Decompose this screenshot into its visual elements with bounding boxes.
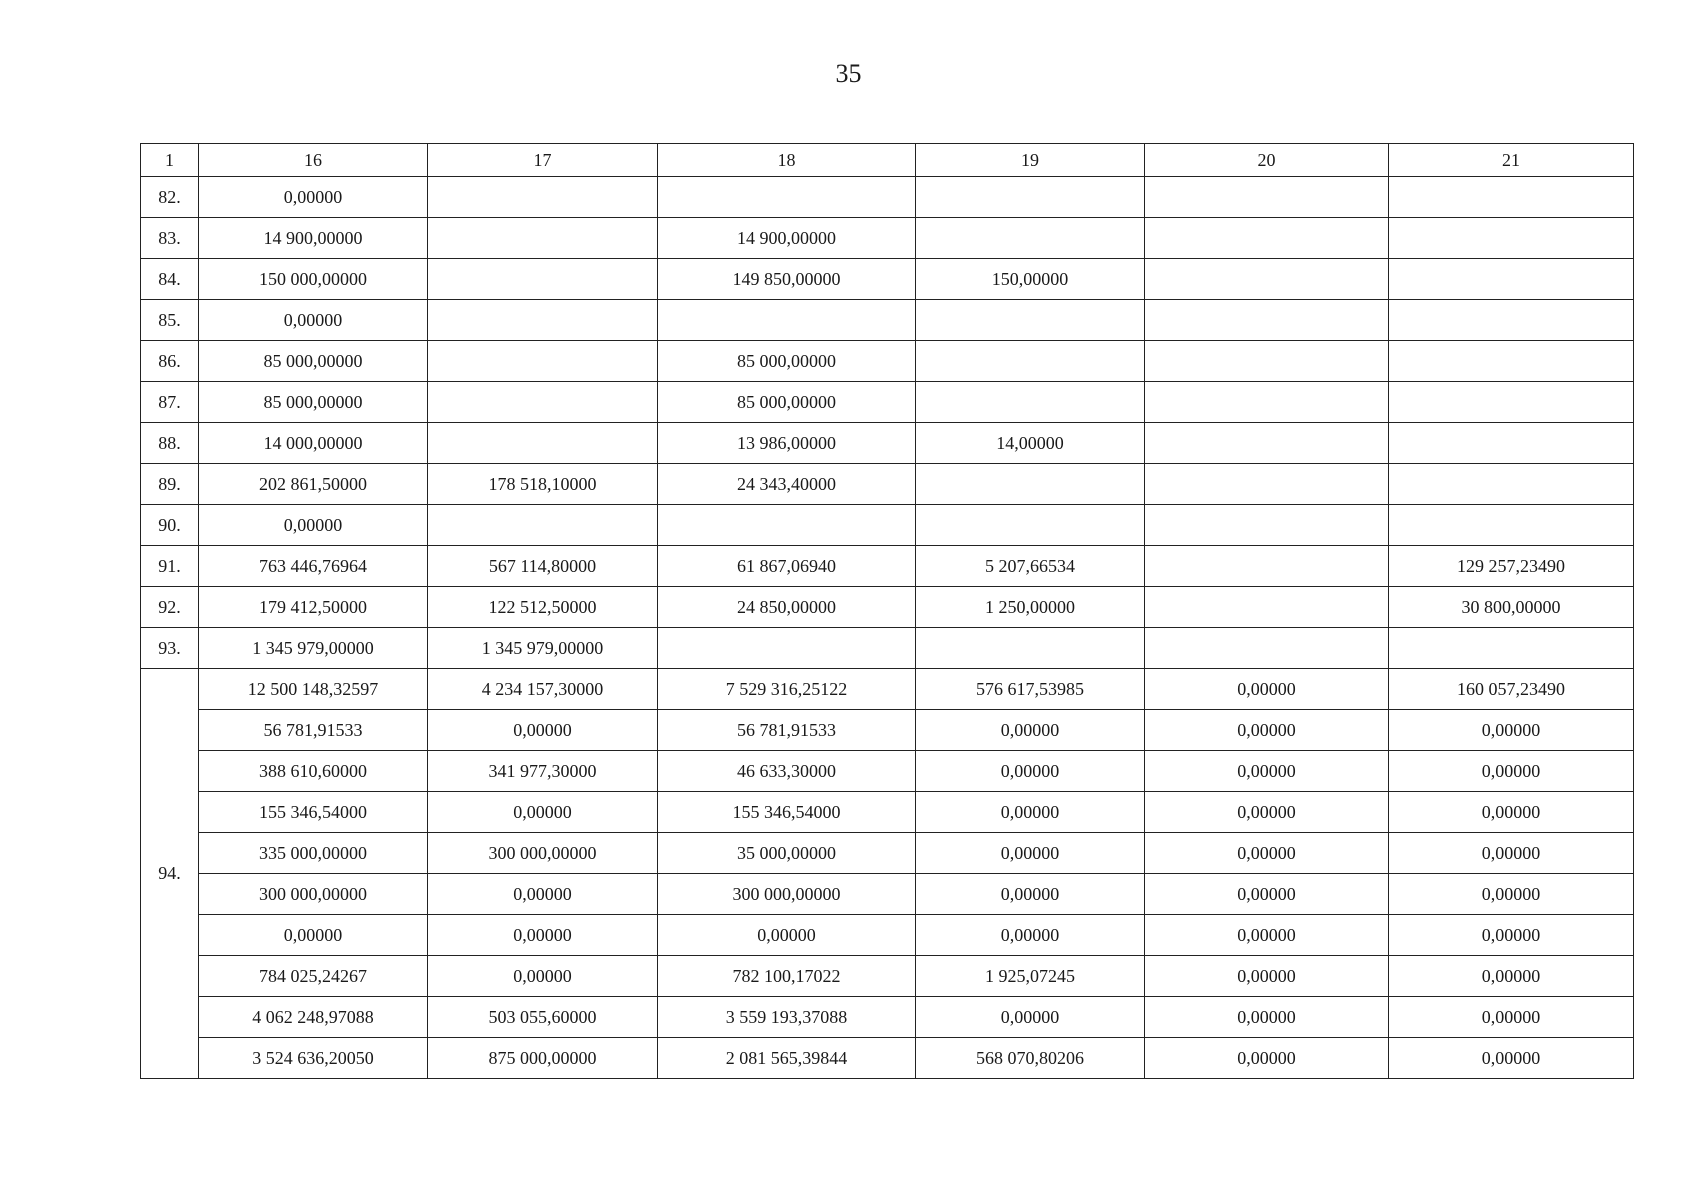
- row-number: 91.: [141, 546, 199, 587]
- table-cell: [428, 259, 658, 300]
- table-cell: 0,00000: [1389, 833, 1634, 874]
- table-cell: 0,00000: [916, 915, 1145, 956]
- table-cell: 85 000,00000: [199, 382, 428, 423]
- table-cell: [658, 505, 916, 546]
- table-cell: 0,00000: [1145, 956, 1389, 997]
- table-row: [141, 587, 1634, 628]
- table-row: [141, 628, 1634, 669]
- table-row: [141, 464, 1634, 505]
- row-number: 93.: [141, 628, 199, 669]
- table-cell: [1389, 628, 1634, 669]
- table-cell: 0,00000: [1145, 1038, 1389, 1079]
- table-row: [141, 218, 1634, 259]
- table-row: [141, 382, 1634, 423]
- table-cell: 0,00000: [1389, 710, 1634, 751]
- table-cell: [1145, 464, 1389, 505]
- table-cell: 1 345 979,00000: [199, 628, 428, 669]
- table-cell: 4 062 248,97088: [199, 997, 428, 1038]
- column-header: 1: [141, 144, 199, 177]
- row-number: 90.: [141, 505, 199, 546]
- table-cell: [1145, 587, 1389, 628]
- table-cell: 12 500 148,32597: [199, 669, 428, 710]
- table-cell: [1145, 177, 1389, 218]
- table-cell: 782 100,17022: [658, 956, 916, 997]
- table-row: [141, 177, 1634, 218]
- table-cell: 0,00000: [916, 751, 1145, 792]
- table-cell: 85 000,00000: [199, 341, 428, 382]
- table-cell: 155 346,54000: [658, 792, 916, 833]
- table-row: [141, 792, 1634, 833]
- table-row: [141, 300, 1634, 341]
- table-cell: [1145, 546, 1389, 587]
- row-number: 88.: [141, 423, 199, 464]
- table-cell: 0,00000: [1145, 997, 1389, 1038]
- table-cell: 763 446,76964: [199, 546, 428, 587]
- table-cell: 5 207,66534: [916, 546, 1145, 587]
- table-row: [141, 341, 1634, 382]
- column-header: 19: [916, 144, 1145, 177]
- table-cell: [428, 382, 658, 423]
- table-cell: [916, 177, 1145, 218]
- table-cell: [428, 300, 658, 341]
- table-cell: [916, 464, 1145, 505]
- row-number: 83.: [141, 218, 199, 259]
- row-number: 87.: [141, 382, 199, 423]
- table-cell: 0,00000: [1389, 956, 1634, 997]
- table-row: [141, 259, 1634, 300]
- table-cell: 1 250,00000: [916, 587, 1145, 628]
- table-cell: [658, 300, 916, 341]
- table-cell: 85 000,00000: [658, 382, 916, 423]
- table-cell: 576 617,53985: [916, 669, 1145, 710]
- table-cell: [1145, 341, 1389, 382]
- page-number: 35: [835, 59, 862, 88]
- table-cell: 0,00000: [199, 915, 428, 956]
- table-row: [141, 874, 1634, 915]
- table-cell: 61 867,06940: [658, 546, 916, 587]
- table-row: [141, 915, 1634, 956]
- header-row: [141, 144, 1634, 177]
- table-cell: 129 257,23490: [1389, 546, 1634, 587]
- table-cell: 56 781,91533: [658, 710, 916, 751]
- table-cell: 178 518,10000: [428, 464, 658, 505]
- table-cell: 46 633,30000: [658, 751, 916, 792]
- table-cell: 202 861,50000: [199, 464, 428, 505]
- table-cell: 160 057,23490: [1389, 669, 1634, 710]
- table-cell: 300 000,00000: [199, 874, 428, 915]
- table-cell: 122 512,50000: [428, 587, 658, 628]
- table-cell: [1389, 218, 1634, 259]
- table-row: [141, 833, 1634, 874]
- table-row: [141, 546, 1634, 587]
- table-cell: [428, 505, 658, 546]
- column-header: 20: [1145, 144, 1389, 177]
- table-cell: 0,00000: [658, 915, 916, 956]
- table-cell: [428, 218, 658, 259]
- table-cell: 4 234 157,30000: [428, 669, 658, 710]
- table-cell: 300 000,00000: [658, 874, 916, 915]
- row-number: 84.: [141, 259, 199, 300]
- table-cell: 13 986,00000: [658, 423, 916, 464]
- table-cell: 85 000,00000: [658, 341, 916, 382]
- table-cell: [1145, 218, 1389, 259]
- table-cell: [1145, 628, 1389, 669]
- table-cell: 0,00000: [916, 710, 1145, 751]
- table-cell: 0,00000: [1389, 874, 1634, 915]
- table-cell: 300 000,00000: [428, 833, 658, 874]
- table-cell: 7 529 316,25122: [658, 669, 916, 710]
- table-cell: 0,00000: [1389, 751, 1634, 792]
- table-body: [141, 144, 1634, 1079]
- row-number: 86.: [141, 341, 199, 382]
- table-cell: 875 000,00000: [428, 1038, 658, 1079]
- table-cell: 14,00000: [916, 423, 1145, 464]
- table-cell: 0,00000: [199, 505, 428, 546]
- table-cell: 1 345 979,00000: [428, 628, 658, 669]
- table-cell: 388 610,60000: [199, 751, 428, 792]
- table-cell: 14 900,00000: [658, 218, 916, 259]
- table-cell: [1389, 259, 1634, 300]
- table-cell: 30 800,00000: [1389, 587, 1634, 628]
- table-cell: 2 081 565,39844: [658, 1038, 916, 1079]
- table-cell: 0,00000: [1389, 1038, 1634, 1079]
- table-row: [141, 1038, 1634, 1079]
- table-cell: 0,00000: [916, 997, 1145, 1038]
- table-cell: [428, 341, 658, 382]
- table-cell: 568 070,80206: [916, 1038, 1145, 1079]
- table-cell: 149 850,00000: [658, 259, 916, 300]
- table-cell: 503 055,60000: [428, 997, 658, 1038]
- table-cell: [1389, 505, 1634, 546]
- table-cell: 784 025,24267: [199, 956, 428, 997]
- table-cell: [916, 628, 1145, 669]
- table-cell: 179 412,50000: [199, 587, 428, 628]
- table-cell: 24 850,00000: [658, 587, 916, 628]
- table-cell: 1 925,07245: [916, 956, 1145, 997]
- table-cell: 0,00000: [1145, 792, 1389, 833]
- table-cell: 0,00000: [428, 874, 658, 915]
- column-header: 16: [199, 144, 428, 177]
- table-cell: [1145, 423, 1389, 464]
- table-row: [141, 423, 1634, 464]
- table-cell: [1389, 423, 1634, 464]
- table-cell: 0,00000: [428, 915, 658, 956]
- table-cell: [1389, 341, 1634, 382]
- table-cell: [1145, 505, 1389, 546]
- table-cell: 567 114,80000: [428, 546, 658, 587]
- table-row: [141, 669, 1634, 710]
- table-cell: 3 559 193,37088: [658, 997, 916, 1038]
- table-cell: 150,00000: [916, 259, 1145, 300]
- column-header: 17: [428, 144, 658, 177]
- table-row: [141, 956, 1634, 997]
- table-cell: 0,00000: [1145, 710, 1389, 751]
- table-cell: 155 346,54000: [199, 792, 428, 833]
- table-cell: 3 524 636,20050: [199, 1038, 428, 1079]
- table-row: [141, 710, 1634, 751]
- table-row: [141, 751, 1634, 792]
- table-cell: 0,00000: [1145, 915, 1389, 956]
- table-cell: 0,00000: [1145, 833, 1389, 874]
- table-cell: 0,00000: [199, 177, 428, 218]
- table-cell: [916, 300, 1145, 341]
- row-number: 85.: [141, 300, 199, 341]
- table-row: [141, 505, 1634, 546]
- table-cell: 0,00000: [1389, 997, 1634, 1038]
- table-cell: 0,00000: [1145, 874, 1389, 915]
- table-row: [141, 997, 1634, 1038]
- table-cell: [1145, 259, 1389, 300]
- table-cell: 14 900,00000: [199, 218, 428, 259]
- table-cell: 0,00000: [428, 792, 658, 833]
- column-header: 18: [658, 144, 916, 177]
- row-number: 92.: [141, 587, 199, 628]
- table-cell: 0,00000: [428, 956, 658, 997]
- column-header: 21: [1389, 144, 1634, 177]
- table-cell: [916, 505, 1145, 546]
- table-cell: 0,00000: [916, 833, 1145, 874]
- table-cell: [1389, 382, 1634, 423]
- table-cell: [1145, 382, 1389, 423]
- table-cell: 150 000,00000: [199, 259, 428, 300]
- table-cell: [1145, 300, 1389, 341]
- table-cell: [1389, 177, 1634, 218]
- table-cell: 335 000,00000: [199, 833, 428, 874]
- table-cell: [1389, 464, 1634, 505]
- table-cell: 0,00000: [199, 300, 428, 341]
- table-cell: [658, 177, 916, 218]
- table-cell: 35 000,00000: [658, 833, 916, 874]
- financial-table: [140, 143, 1634, 1079]
- table-cell: [916, 382, 1145, 423]
- table-cell: 0,00000: [428, 710, 658, 751]
- table-cell: [916, 218, 1145, 259]
- table-cell: [428, 177, 658, 218]
- table-cell: 341 977,30000: [428, 751, 658, 792]
- table-cell: 24 343,40000: [658, 464, 916, 505]
- table-cell: 0,00000: [1145, 669, 1389, 710]
- table-cell: 56 781,91533: [199, 710, 428, 751]
- table-cell: [1389, 300, 1634, 341]
- table-cell: [658, 628, 916, 669]
- table-cell: 0,00000: [1389, 915, 1634, 956]
- row-number: 82.: [141, 177, 199, 218]
- table-cell: 0,00000: [1389, 792, 1634, 833]
- table-cell: 0,00000: [1145, 751, 1389, 792]
- table-cell: [916, 341, 1145, 382]
- row-number: 94.: [141, 669, 199, 1079]
- table-cell: 0,00000: [916, 792, 1145, 833]
- table-cell: 0,00000: [916, 874, 1145, 915]
- table-cell: 14 000,00000: [199, 423, 428, 464]
- row-number: 89.: [141, 464, 199, 505]
- table-cell: [428, 423, 658, 464]
